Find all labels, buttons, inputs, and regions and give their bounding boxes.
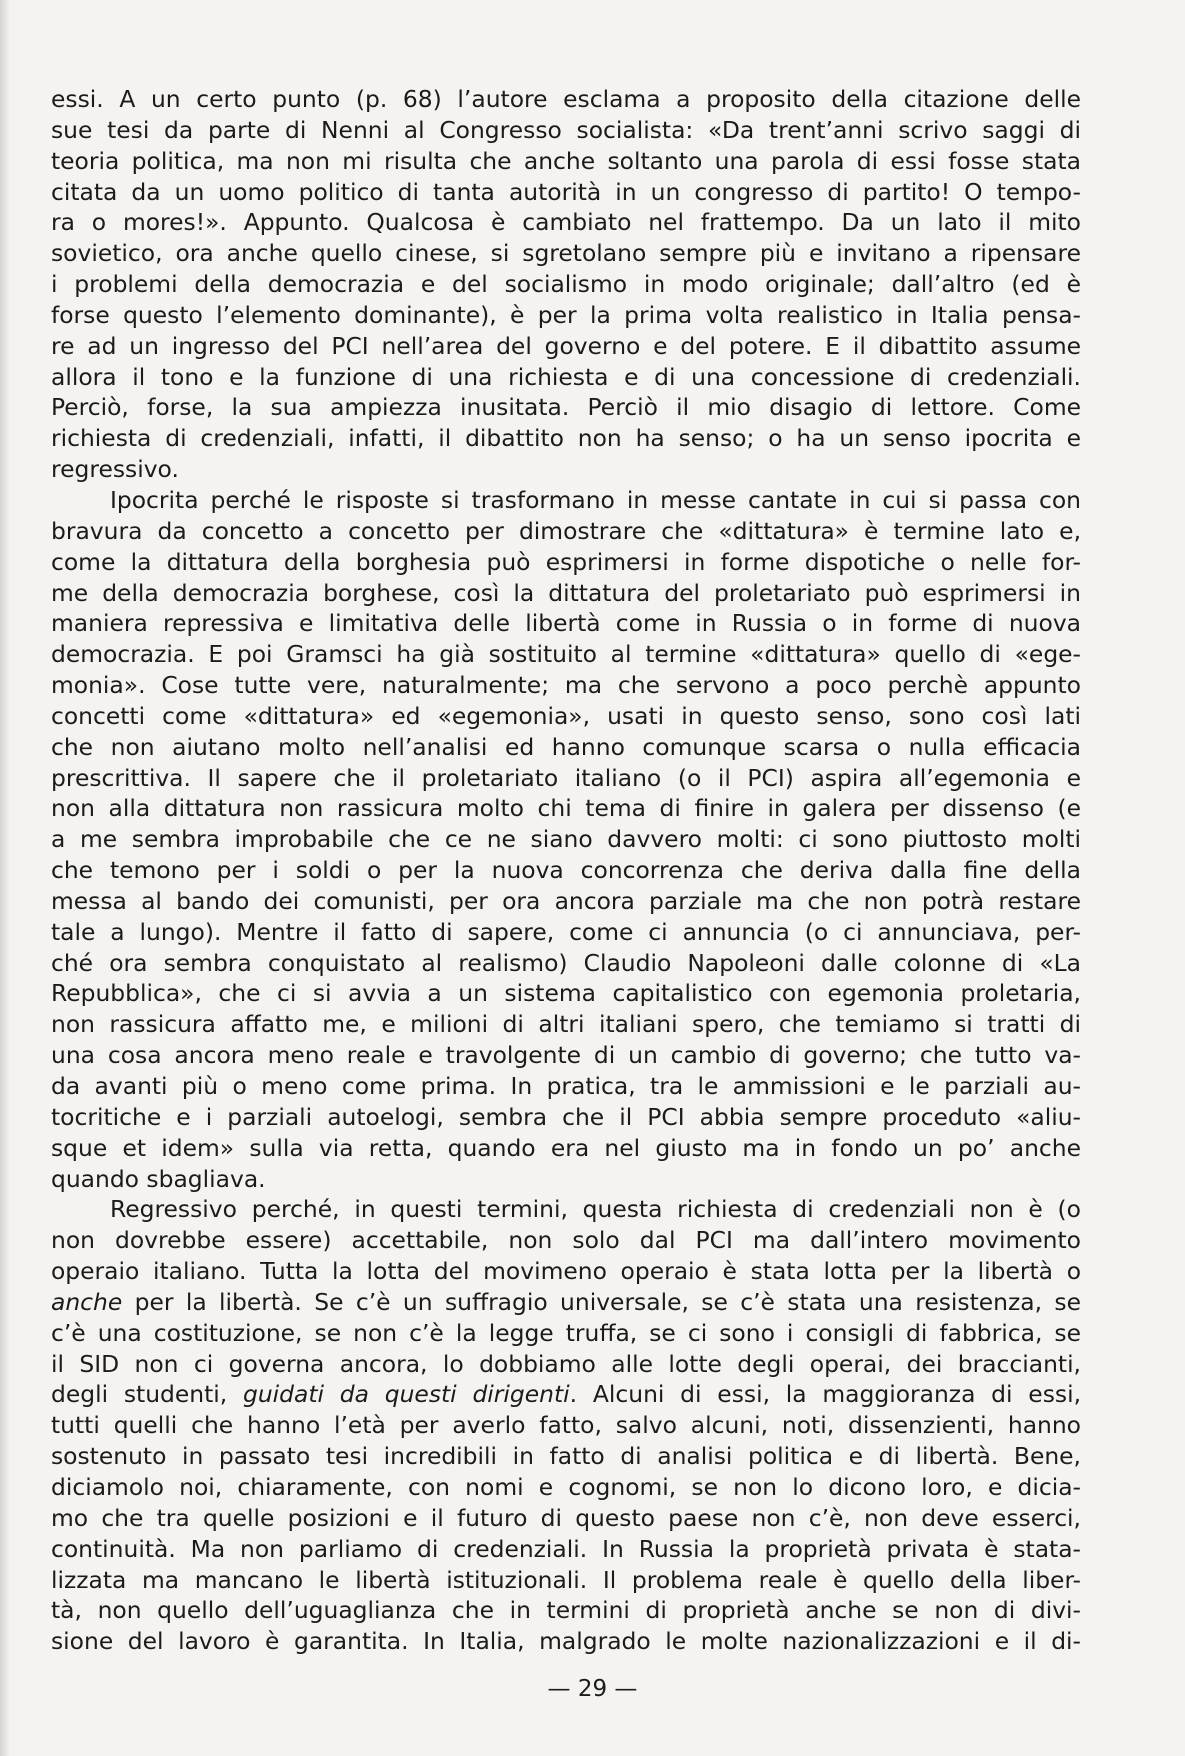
text-line: non dovrebbe essere) accettabile, non solo dal PCI ma dall’intero movimento xyxy=(51,1226,1081,1255)
text-line: anche per la libertà. Se c’è un suffragio universale, se c’è stata una resistenza, se xyxy=(51,1287,1081,1316)
italic-phrase: guidati da questi dirigenti xyxy=(243,1380,570,1409)
text-line: tocritiche e i parziali autoelogi, sembra che il PCI abbia sempre proceduto «aliu- xyxy=(51,1102,1081,1131)
page-number: — 29 — xyxy=(547,1676,638,1702)
text-line: tà, non quello dell’uguaglianza che in termini di proprietà anche se non di divi- xyxy=(51,1596,1081,1625)
text-line: che non aiutano molto nell’analisi ed hanno comunque scarsa o nulla efficacia xyxy=(51,732,1081,761)
text-line: sostenuto in passato tesi incredibili in fatto di analisi politica e di libertà. Bene, xyxy=(51,1442,1081,1471)
text-line: forse questo l’elemento dominante), è per la prima volta realistico in Italia pensa- xyxy=(51,300,1081,329)
text-line: Perciò, forse, la sua ampiezza inusitata. Perciò il mio disagio di lettore. Come xyxy=(51,393,1081,422)
text-line: me della democrazia borghese, così la dittatura del proletariato può esprimersi in xyxy=(51,578,1081,607)
text-line: continuità. Ma non parliamo di credenziali. In Russia la proprietà privata è stata- xyxy=(51,1534,1081,1563)
text-line: come la dittatura della borghesia può esprimersi in forme dispotiche o nelle for- xyxy=(51,547,1081,576)
text-line: messa al bando dei comunisti, per ora ancora parziale ma che non potrà restare xyxy=(51,886,1081,915)
text-line: non alla dittatura non rassicura molto chi tema di finire in galera per dissenso (e xyxy=(51,794,1081,823)
text-line: teoria politica, ma non mi risulta che anche soltanto una parola di essi fosse stata xyxy=(51,146,1081,175)
body-text xyxy=(51,84,1081,1657)
text-line: degli studenti, guidati da questi dirigenti. Alcuni di essi, la maggioranza di essi, xyxy=(51,1380,1082,1409)
text-line: sione del lavoro è garantita. In Italia, malgrado le molte nazionalizzazioni e il di- xyxy=(51,1627,1081,1656)
text-line: operaio italiano. Tutta la lotta del movimeno operaio è stata lotta per la libertà o xyxy=(51,1257,1081,1286)
paragraph-2 xyxy=(51,485,1081,1194)
text-line: il SID non ci governa ancora, lo dobbiamo alle lotte degli operai, dei braccianti, xyxy=(51,1349,1081,1378)
text-line: prescrittiva. Il sapere che il proletariato italiano (o il PCI) aspira all’egemonia e xyxy=(51,763,1081,792)
italic-phrase: anche xyxy=(51,1287,123,1316)
text-line: non rassicura affatto me, e milioni di altri italiani spero, che temiamo si tratti di xyxy=(51,1010,1081,1039)
text-line: monia». Cose tutte vere, naturalmente; ma che servono a poco perchè appunto xyxy=(51,671,1081,700)
text-line: democrazia. E poi Gramsci ha già sostituito al termine «dittatura» quello di «ege- xyxy=(51,640,1081,669)
text-line: diciamolo noi, chiaramente, con nomi e cognomi, se non lo dicono loro, e dicia- xyxy=(51,1472,1081,1501)
text-line: allora il tono e la funzione di una richiesta e di una concessione di credenziali. xyxy=(51,362,1081,391)
text-line: sue tesi da parte di Nenni al Congresso socialista: «Da trent’anni scrivo saggi di xyxy=(51,115,1081,144)
text-line: Ipocrita perché le risposte si trasformano in messe cantate in cui si passa con xyxy=(110,485,1081,514)
text-line: essi. A un certo punto (p. 68) l’autore esclama a proposito della citazione delle xyxy=(51,85,1081,113)
text-line: sovietico, ora anche quello cinese, si sgretolano sempre più e invitano a ripensare xyxy=(51,239,1081,268)
text-line: regressivo. xyxy=(51,455,179,484)
paragraph-1 xyxy=(51,84,1081,485)
text-line: tutti quelli che hanno l’età per averlo fatto, salvo alcuni, noti, dissenzienti, hanno xyxy=(51,1411,1081,1440)
text-line: una cosa ancora meno reale e travolgente di un cambio di governo; che tutto va- xyxy=(51,1041,1081,1070)
text-line: quando sbagliava. xyxy=(51,1164,266,1193)
text-line: a me sembra improbabile che ce ne siano davvero molti: ci sono piuttosto molti xyxy=(51,825,1081,854)
text-line: richiesta di credenziali, infatti, il dibattito non ha senso; o ha un senso ipocrita e xyxy=(51,424,1081,453)
text-line: Regressivo perché, in questi termini, questa richiesta di credenziali non è (o xyxy=(110,1195,1081,1224)
text-line: c’è una costituzione, se non c’è la legge truffa, se ci sono i consigli di fabbrica, se xyxy=(51,1318,1081,1347)
text-line: concetti come «dittatura» ed «egemonia», usati in questo senso, sono così lati xyxy=(51,701,1081,730)
text-line: Repubblica», che ci si avvia a un sistema capitalistico con egemonia proletaria, xyxy=(51,979,1081,1008)
text-line: sque et idem» sulla via retta, quando era nel giusto ma in fondo un po’ anche xyxy=(51,1133,1081,1162)
text-line: lizzata ma mancano le libertà istituzionali. Il problema reale è quello della liber- xyxy=(51,1565,1081,1594)
text-line: maniera repressiva e limitativa delle libertà come in Russia o in forme di nuova xyxy=(51,609,1081,638)
text-line: citata da un uomo politico di tanta autorità in un congresso di partito! O tempo- xyxy=(51,177,1081,206)
text-line: ché ora sembra conquistato al realismo) Claudio Napoleoni dalle colonne di «La xyxy=(51,948,1081,977)
text-line: ra o mores!». Appunto. Qualcosa è cambiato nel frattempo. Da un lato il mito xyxy=(51,208,1081,237)
text-line: i problemi della democrazia e del socialismo in modo originale; dall’altro (ed è xyxy=(51,270,1081,299)
text-line: mo che tra quelle posizioni e il futuro di questo paese non c’è, non deve esserci, xyxy=(51,1503,1081,1532)
text-line: re ad un ingresso del PCI nell’area del governo e del potere. E il dibattito assume xyxy=(51,331,1081,360)
text-line: da avanti più o meno come prima. In pratica, tra le ammissioni e le parziali au- xyxy=(51,1072,1081,1100)
text-line: che temono per i soldi o per la nuova concorrenza che deriva dalla fine della xyxy=(51,856,1081,885)
paragraph-3 xyxy=(51,1194,1081,1657)
text-line: tale a lungo). Mentre il fatto di sapere, come ci annuncia (o ci annunciava, per- xyxy=(51,917,1081,946)
text-line: bravura da concetto a concetto per dimostrare che «dittatura» è termine lato e, xyxy=(51,516,1081,545)
